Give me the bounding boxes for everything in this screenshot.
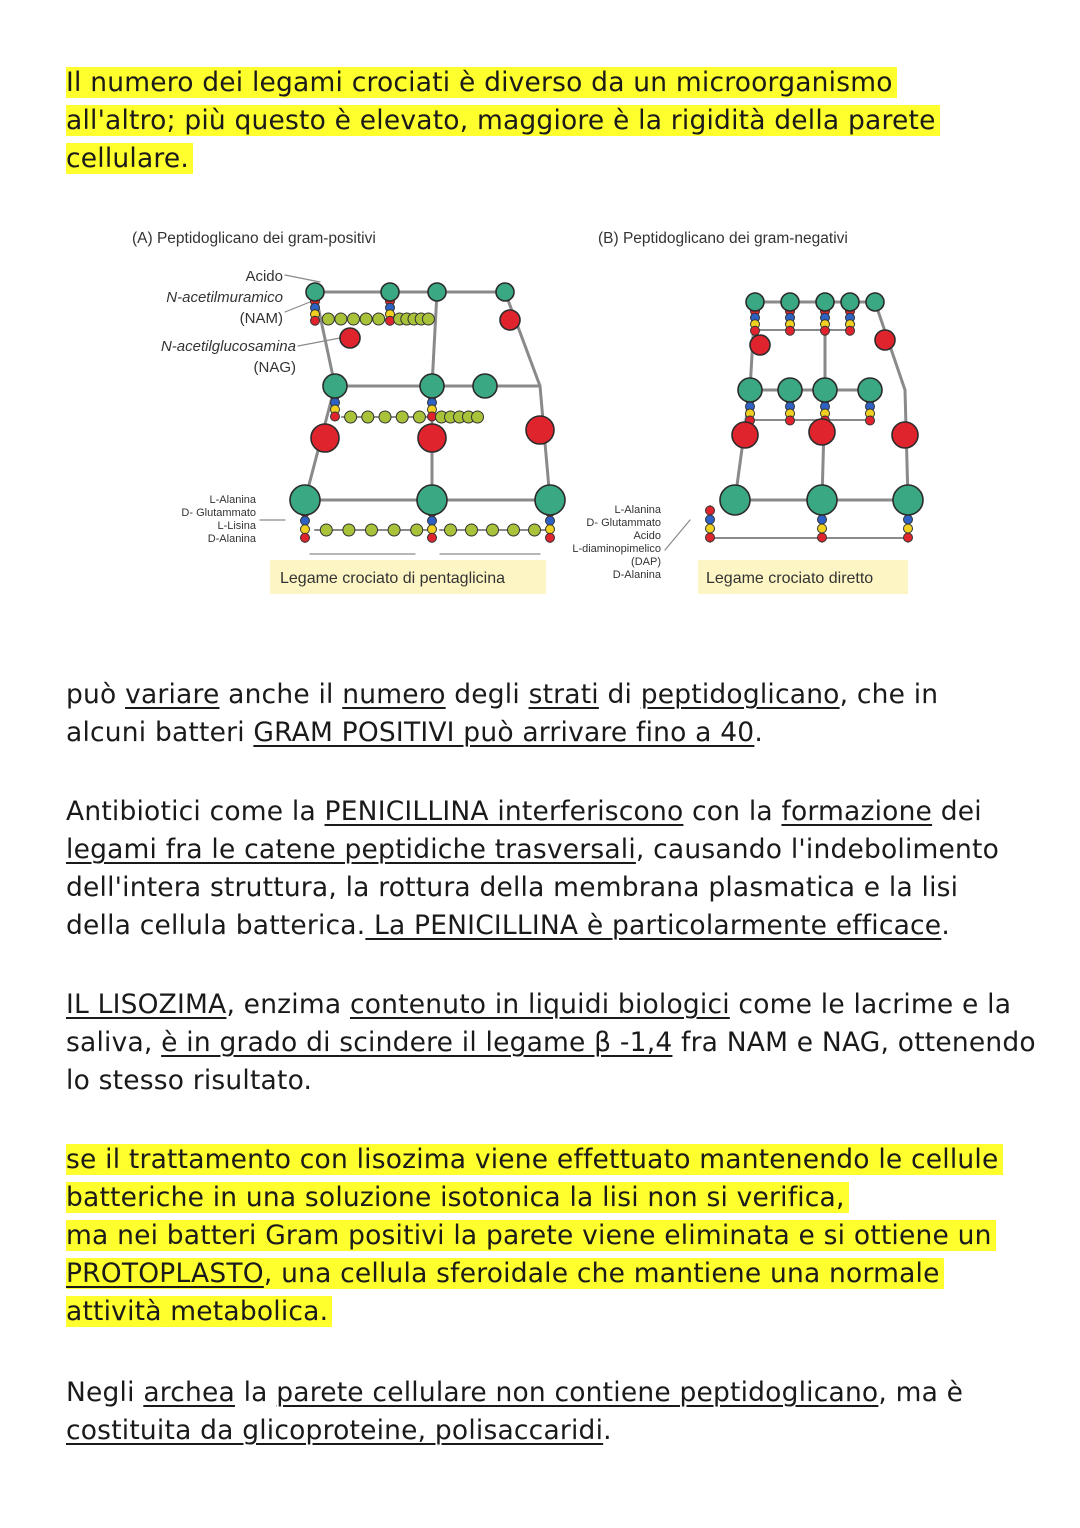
nam-sphere xyxy=(892,422,918,448)
text-segment: , una cellula sferoidale che mantiene una normale xyxy=(263,1258,940,1289)
pentaglycine-bead xyxy=(445,524,457,536)
structure-line xyxy=(505,292,540,386)
peptide-bead xyxy=(546,525,555,534)
peptide-bead xyxy=(428,516,437,525)
peptide-bead xyxy=(818,524,827,533)
text-segment: come le lacrime e la xyxy=(729,989,1012,1020)
nag-label xyxy=(161,338,296,376)
structure-line xyxy=(665,520,690,550)
nam-sphere xyxy=(750,335,770,355)
pentaglycine-bead xyxy=(422,313,434,325)
text-segment: è in grado di scindere il legame β -1,4 xyxy=(161,1027,673,1058)
nag-sphere xyxy=(720,485,750,515)
pentaglycine-bead xyxy=(366,524,378,536)
nag-sphere xyxy=(816,293,834,311)
text-segment: formazione xyxy=(781,796,933,827)
peptide-bead xyxy=(301,533,310,542)
nag-sphere xyxy=(866,293,884,311)
nag-sphere xyxy=(807,485,837,515)
pentaglycine-bead xyxy=(345,411,357,423)
nam-label xyxy=(166,268,283,327)
aa-label: D-Alanina xyxy=(207,533,256,545)
peptide-bead xyxy=(818,515,827,524)
pentaglycine-bridge-label xyxy=(270,560,546,594)
nam-sphere xyxy=(809,419,835,445)
nam-sphere xyxy=(526,416,554,444)
nag-label-line: (NAG) xyxy=(253,359,296,376)
pentaglycine-bead xyxy=(348,313,360,325)
text-segment: . xyxy=(941,910,950,941)
nag-sphere xyxy=(893,485,923,515)
gram-positive-amino-acids xyxy=(181,494,256,545)
peptide-bead xyxy=(301,516,310,525)
peptide-bead xyxy=(546,533,555,542)
nam-label-line: N-acetilmuramico xyxy=(166,289,283,306)
pentaglycine-bead xyxy=(360,313,372,325)
text-line: Il numero dei legami crociati è diverso da un microorganismo xyxy=(66,67,897,98)
paragraph-protoplast xyxy=(66,1141,1003,1331)
direct-bridge-label xyxy=(698,560,908,594)
peptide-bead xyxy=(706,515,715,524)
text-segment: Negli xyxy=(66,1377,144,1408)
structure-line xyxy=(285,275,320,282)
gram-negative-amino-acids xyxy=(572,504,662,581)
peptide-bead xyxy=(706,533,715,542)
text-segment: anche il xyxy=(219,679,343,710)
pentaglycine-bead xyxy=(413,411,425,423)
nag-sphere xyxy=(841,293,859,311)
text-segment: . xyxy=(754,717,763,748)
nam-label-line: Acido xyxy=(245,268,283,285)
nag-sphere xyxy=(496,283,514,301)
peptide-bead xyxy=(428,533,437,542)
nag-sphere xyxy=(290,485,320,515)
text-segment: . xyxy=(603,1415,612,1446)
pentaglycine-bead xyxy=(388,524,400,536)
nam-sphere xyxy=(500,310,520,330)
text-segment: archea xyxy=(143,1377,235,1408)
peptide-bead xyxy=(331,412,340,421)
peptide-bead xyxy=(428,525,437,534)
text-segment: alcuni batteri xyxy=(66,717,254,748)
peptide-bead xyxy=(301,525,310,534)
nam-sphere xyxy=(311,424,339,452)
nag-sphere xyxy=(746,293,764,311)
text-segment: può xyxy=(66,679,126,710)
text-segment: , che in xyxy=(839,679,939,710)
nag-sphere xyxy=(473,374,497,398)
peptide-bead xyxy=(904,524,913,533)
peptide-bead xyxy=(751,326,760,335)
text-line: se il trattamento con lisozima viene effettuato mantenendo le cellule xyxy=(66,1144,1003,1175)
peptide-bead xyxy=(311,316,320,325)
peptide-bead xyxy=(546,516,555,525)
peptide-bead xyxy=(786,416,795,425)
aa-label: L-Alanina xyxy=(614,504,661,516)
nam-sphere xyxy=(340,328,360,348)
text-segment: fra NAM e NAG, ottenendo xyxy=(672,1027,1036,1058)
nag-sphere xyxy=(323,374,347,398)
peptidoglycan-figure xyxy=(110,220,930,610)
aa-label: (DAP) xyxy=(631,556,661,568)
text-line: cellulare. xyxy=(66,143,193,174)
text-line: attività metabolica. xyxy=(66,1296,332,1327)
pentaglycine-bead xyxy=(322,313,334,325)
paragraph-lysozyme xyxy=(66,986,1036,1100)
aa-label: D- Glutammato xyxy=(181,507,256,519)
figure-a-title: (A) Peptidoglicano dei gram-positivi xyxy=(132,230,376,247)
aa-label: L-Alanina xyxy=(209,494,256,506)
bridge-label-text: Legame crociato diretto xyxy=(706,570,874,587)
paragraph-layers xyxy=(66,676,938,752)
pentaglycine-bead xyxy=(529,524,541,536)
peptide-bead xyxy=(386,316,395,325)
nag-sphere xyxy=(813,378,837,402)
bridge-label-text: Legame crociato di pentaglicina xyxy=(280,570,506,587)
peptide-bead xyxy=(821,326,830,335)
aa-label: L-Lisina xyxy=(217,520,256,532)
pentaglycine-bead xyxy=(379,411,391,423)
text-segment: strati xyxy=(528,679,599,710)
structure-line xyxy=(298,338,340,346)
aa-label: D- Glutammato xyxy=(586,517,661,529)
text-segment: dei xyxy=(932,796,982,827)
figure-b-title: (B) Peptidoglicano dei gram-negativi xyxy=(598,230,848,247)
text-segment: PENICILLINA interferiscono xyxy=(324,796,684,827)
nag-sphere xyxy=(428,283,446,301)
nam-sphere xyxy=(418,424,446,452)
text-segment: peptidoglicano xyxy=(640,679,840,710)
text-segment: La PENICILLINA è particolarmente efficace xyxy=(365,910,942,941)
nag-sphere xyxy=(778,378,802,402)
nag-sphere xyxy=(417,485,447,515)
text-segment: , ma è xyxy=(878,1377,964,1408)
pentaglycine-bead xyxy=(466,524,478,536)
pentaglycine-bead xyxy=(343,524,355,536)
pentaglycine-bead xyxy=(373,313,385,325)
peptide-bead xyxy=(904,515,913,524)
paragraph-crosslinks xyxy=(66,64,940,178)
nag-sphere xyxy=(535,485,565,515)
aa-label: Acido xyxy=(633,530,661,542)
nag-label-line: N-acetilglucosamina xyxy=(160,338,296,355)
pentaglycine-bead xyxy=(335,313,347,325)
text-line: ma nei batteri Gram positivi la parete viene eliminata e si ottiene un xyxy=(66,1220,996,1251)
text-segment: la xyxy=(234,1377,277,1408)
text-segment: della cellula batterica. xyxy=(66,910,366,941)
text-segment: lo stesso risultato. xyxy=(66,1065,313,1096)
text-segment: legami fra le catene peptidiche trasversali xyxy=(66,834,636,865)
peptide-bead xyxy=(818,533,827,542)
text-segment: numero xyxy=(342,679,446,710)
pentaglycine-bead xyxy=(487,524,499,536)
text-segment: GRAM POSITIVI può arrivare fino a 40 xyxy=(253,717,755,748)
pentaglycine-bead xyxy=(411,524,423,536)
aa-label: D-Alanina xyxy=(612,569,661,581)
text-segment: costituita da glicoproteine, polisaccaridi xyxy=(66,1415,604,1446)
pentaglycine-bead xyxy=(472,411,484,423)
text-segment: degli xyxy=(445,679,529,710)
text-segment: , enzima xyxy=(226,989,350,1020)
peptide-bead xyxy=(866,416,875,425)
text-segment: contenuto in liquidi biologici xyxy=(349,989,730,1020)
nam-label-line: (NAM) xyxy=(239,310,283,327)
nam-sphere xyxy=(875,330,895,350)
aa-label: L-diaminopimelico xyxy=(572,543,661,555)
text-segment: dell'intera struttura, la rottura della membrana plasmatica e la lisi xyxy=(66,872,959,903)
peptide-bead xyxy=(904,533,913,542)
nag-sphere xyxy=(420,374,444,398)
nag-sphere xyxy=(306,283,324,301)
pentaglycine-bead xyxy=(362,411,374,423)
peptide-bead xyxy=(706,524,715,533)
peptide-bead xyxy=(786,326,795,335)
text-segment: Antibiotici come la xyxy=(66,796,325,827)
nag-sphere xyxy=(781,293,799,311)
pentaglycine-bead xyxy=(320,524,332,536)
nag-sphere xyxy=(381,283,399,301)
text-line: batteriche in una soluzione isotonica la lisi non si verifica, xyxy=(66,1182,849,1213)
text-segment: PROTOPLASTO xyxy=(66,1258,264,1289)
peptide-bead xyxy=(706,506,715,515)
text-segment: saliva, xyxy=(66,1027,162,1058)
nam-sphere xyxy=(732,422,758,448)
text-segment: parete cellulare non contiene peptidoglicano xyxy=(276,1377,879,1408)
text-segment: , causando l'indebolimento xyxy=(635,834,1000,865)
text-segment: con la xyxy=(683,796,782,827)
pentaglycine-bead xyxy=(396,411,408,423)
text-segment: variare xyxy=(125,679,220,710)
structure-line xyxy=(432,292,437,386)
text-segment: di xyxy=(598,679,641,710)
paragraph-archaea xyxy=(66,1374,963,1450)
paragraph-penicillin xyxy=(66,793,999,945)
pentaglycine-bead xyxy=(508,524,520,536)
text-segment: IL LISOZIMA xyxy=(66,989,227,1020)
nag-sphere xyxy=(738,378,762,402)
nag-sphere xyxy=(858,378,882,402)
peptide-bead xyxy=(846,326,855,335)
text-line: all'altro; più questo è elevato, maggiore è la rigidità della parete xyxy=(66,105,940,136)
